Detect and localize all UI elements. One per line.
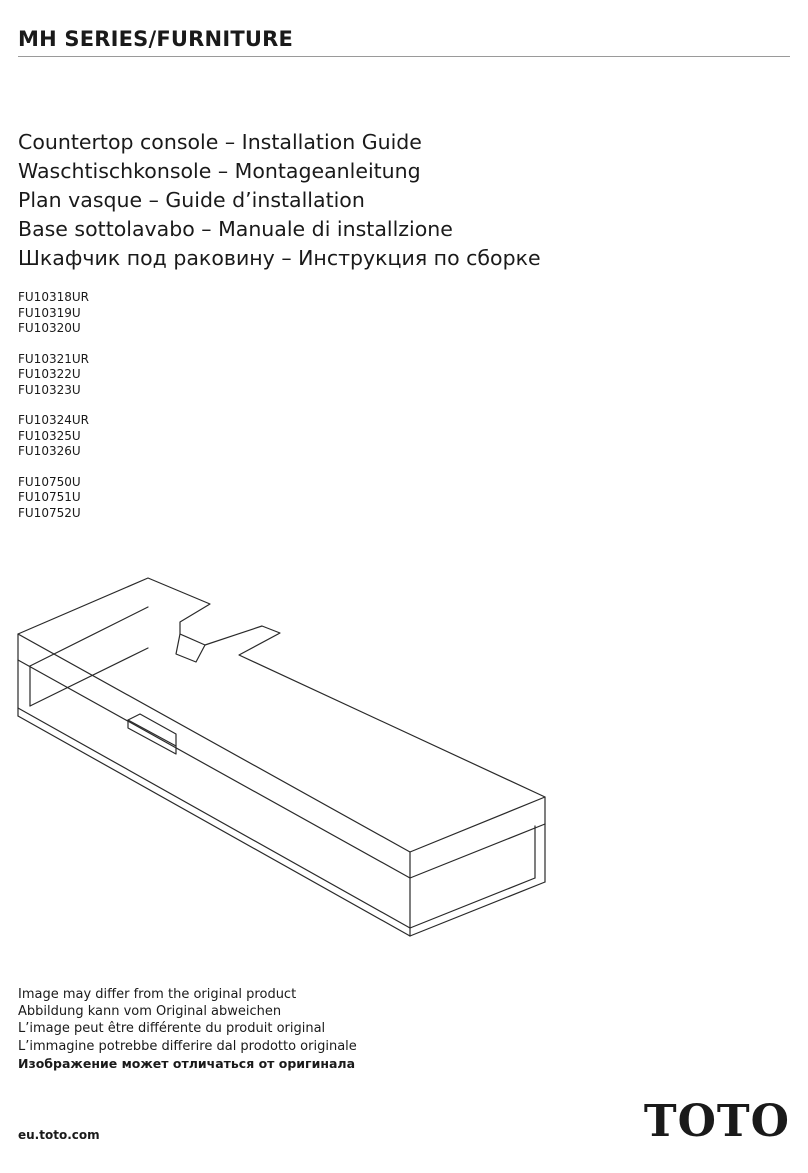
model-code: FU10323U: [18, 382, 81, 397]
title-french: Plan vasque – Guide d’installation: [18, 188, 365, 212]
header-divider: [18, 56, 790, 57]
model-code: FU10318UR: [18, 290, 89, 304]
disclaimer-french: L’image peut être différente du produit original: [18, 1021, 326, 1037]
title-german: Waschtischkonsole – Montageanleitung: [18, 159, 421, 183]
model-group: [18, 475, 89, 522]
model-code: FU10324UR: [18, 413, 89, 427]
countertop-console-illustration: [0, 560, 808, 950]
website-url[interactable]: eu.toto.com: [18, 1128, 100, 1142]
model-code: FU10322U: [18, 367, 81, 381]
model-number-list: [18, 290, 89, 536]
model-code: FU10752U: [18, 505, 81, 520]
model-code: FU10319U: [18, 305, 81, 320]
disclaimer-english: Image may differ from the original product: [18, 987, 297, 1002]
title-russian: Шкафчик под раковину – Инструкция по сборке: [18, 246, 541, 270]
disclaimer-russian: Изображение может отличаться от оригинала: [18, 1055, 356, 1071]
model-group: [18, 352, 89, 399]
model-code: FU10751U: [18, 490, 81, 504]
model-group: [18, 290, 89, 337]
title-list: [18, 128, 541, 273]
series-header: MH SERIES/FURNITURE: [18, 27, 294, 51]
disclaimer-italian: L’immagine potrebbe differire dal prodotto originale: [18, 1038, 357, 1054]
model-code: FU10325U: [18, 428, 81, 443]
title-english: Countertop console – Installation Guide: [18, 130, 422, 154]
model-code: FU10320U: [18, 321, 81, 335]
model-code: FU10326U: [18, 444, 81, 458]
disclaimer-german: Abbildung kann vom Original abweichen: [18, 1004, 282, 1020]
model-code: FU10321UR: [18, 351, 89, 366]
disclaimer-block: [18, 986, 357, 1072]
model-group: [18, 413, 89, 460]
toto-logo: TOTO: [643, 1096, 790, 1147]
title-italian: Base sottolavabo – Manuale di installzione: [18, 217, 453, 241]
model-code: FU10750U: [18, 474, 81, 489]
